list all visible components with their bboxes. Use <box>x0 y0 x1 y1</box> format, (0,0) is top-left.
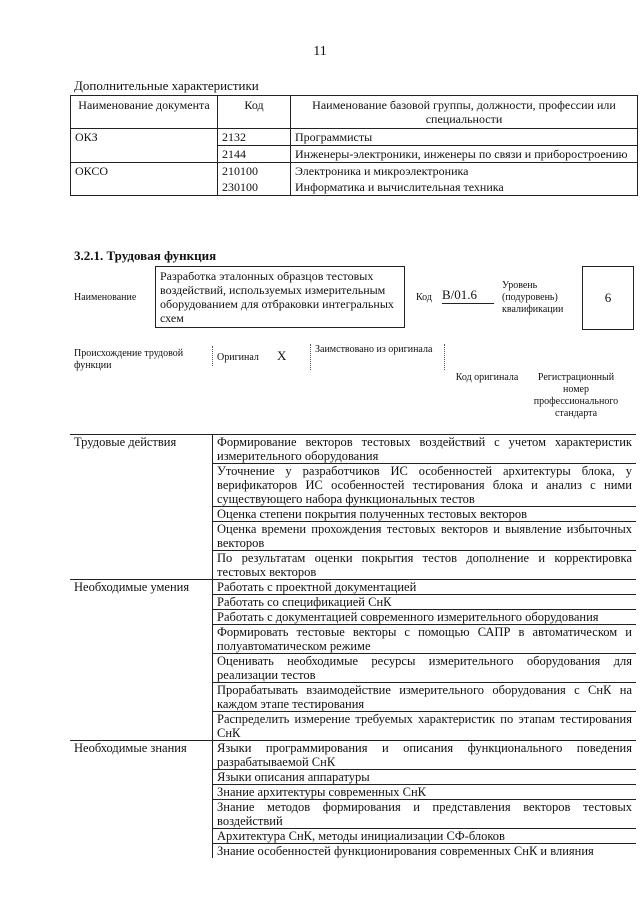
original-cell <box>212 346 309 366</box>
table-row <box>71 179 638 196</box>
row-document <box>71 179 218 196</box>
section-item: Знание особенностей функционирования современных СнК и влияния <box>213 844 637 859</box>
name-label: Наименование <box>74 292 137 303</box>
row-name: Информатика и вычислительная техника <box>291 179 638 196</box>
additional-characteristics-title: Дополнительные характеристики <box>74 78 259 93</box>
header-document: Наименование документа <box>71 96 218 129</box>
section-item: Формирование векторов тестовых воздействий с учетом характеристик измерительного оборудования <box>213 435 637 464</box>
row-name: Инженеры-электроники, инженеры по связи и приборостроению <box>291 146 638 163</box>
section-item: Языки программирования и описания функционального поведения разрабатываемой СнК <box>213 741 637 770</box>
task-row <box>70 435 636 464</box>
section-item: Архитектура СнК, методы инициализации СФ-блоков <box>213 829 637 844</box>
section-item: Знание методов формирования и представления векторов тестовых воздействий <box>213 800 637 829</box>
function-title: 3.2.1. Трудовая функция <box>74 248 217 263</box>
code-original-label: Код оригинала <box>455 372 519 383</box>
header-group-name: Наименование базовой группы, должности, профессии или специальности <box>291 96 638 129</box>
table-header-row <box>71 96 638 129</box>
section-item: Языки описания аппаратуры <box>213 770 637 785</box>
registration-number-label: Регистрационный номер профессионального стандарта <box>533 372 619 419</box>
section-item: Работать с документацией современного измерительного оборудования <box>213 610 637 625</box>
task-row <box>70 580 636 595</box>
section-item: Знание архитектуры современных СнК <box>213 785 637 800</box>
row-code: 210100 <box>218 163 291 180</box>
function-details-table <box>70 434 636 858</box>
row-document <box>71 146 218 163</box>
section-label: Трудовые действия <box>70 435 213 580</box>
page-number: 11 <box>313 44 327 59</box>
original-label: Оригинал <box>217 352 259 363</box>
origin-label: Происхождение трудовой функции <box>74 348 184 371</box>
section-item: Оценивать необходимые ресурсы измерительного оборудования для реализации тестов <box>213 654 637 683</box>
code-value: В/01.6 <box>442 287 494 304</box>
section-item: Работать со спецификацией СнК <box>213 595 637 610</box>
header-code: Код <box>218 96 291 129</box>
borrowed-cell <box>310 344 445 370</box>
code-label: Код <box>416 292 432 303</box>
section-item: Оценка времени прохождения тестовых векторов и выявление избыточных векторов <box>213 522 637 551</box>
section-item: Работать с проектной документацией <box>213 580 637 595</box>
section-item: Формировать тестовые векторы с помощью САПР в автоматическом и полуавтоматическом режиме <box>213 625 637 654</box>
section-item: Распределить измерение требуемых характеристик по этапам тестирования СнК <box>213 712 637 741</box>
level-value-box: 6 <box>582 266 634 330</box>
row-name: Программисты <box>291 129 638 146</box>
row-name: Электроника и микроэлектроника <box>291 163 638 180</box>
table-row <box>71 146 638 163</box>
row-document: ОКЗ <box>71 129 218 146</box>
table-row <box>71 163 638 180</box>
section-label: Необходимые знания <box>70 741 213 859</box>
level-label: Уровень (подуровень) квалификации <box>502 280 564 315</box>
section-item: Оценка степени покрытия полученных тестовых векторов <box>213 507 637 522</box>
section-label: Необходимые умения <box>70 580 213 741</box>
section-item: Прорабатывать взаимодействие измерительного оборудования с СнК на каждом этапе тестирования <box>213 683 637 712</box>
function-name-box: Разработка эталонных образцов тестовых воздействий, используемых измерительным оборудованием для отбраковки интегральных схем <box>155 266 405 328</box>
borrowed-label: Заимствовано из оригинала <box>315 344 433 355</box>
row-code: 230100 <box>218 179 291 196</box>
task-row <box>70 741 636 770</box>
table-row <box>71 129 638 146</box>
section-item: Уточнение у разработчиков ИС особенностей архитектуры блока, у верификаторов ИС особенностей тестирования блока и анализ с ними существующего набора функциональных тестов <box>213 464 637 507</box>
section-item: По результатам оценки покрытия тестов дополнение и корректировка тестовых векторов <box>213 551 637 580</box>
blank-cell <box>444 344 633 370</box>
row-code: 2144 <box>218 146 291 163</box>
row-code: 2132 <box>218 129 291 146</box>
additional-characteristics-table <box>70 95 638 196</box>
row-document: ОКСО <box>71 163 218 180</box>
original-mark: Х <box>277 348 287 363</box>
